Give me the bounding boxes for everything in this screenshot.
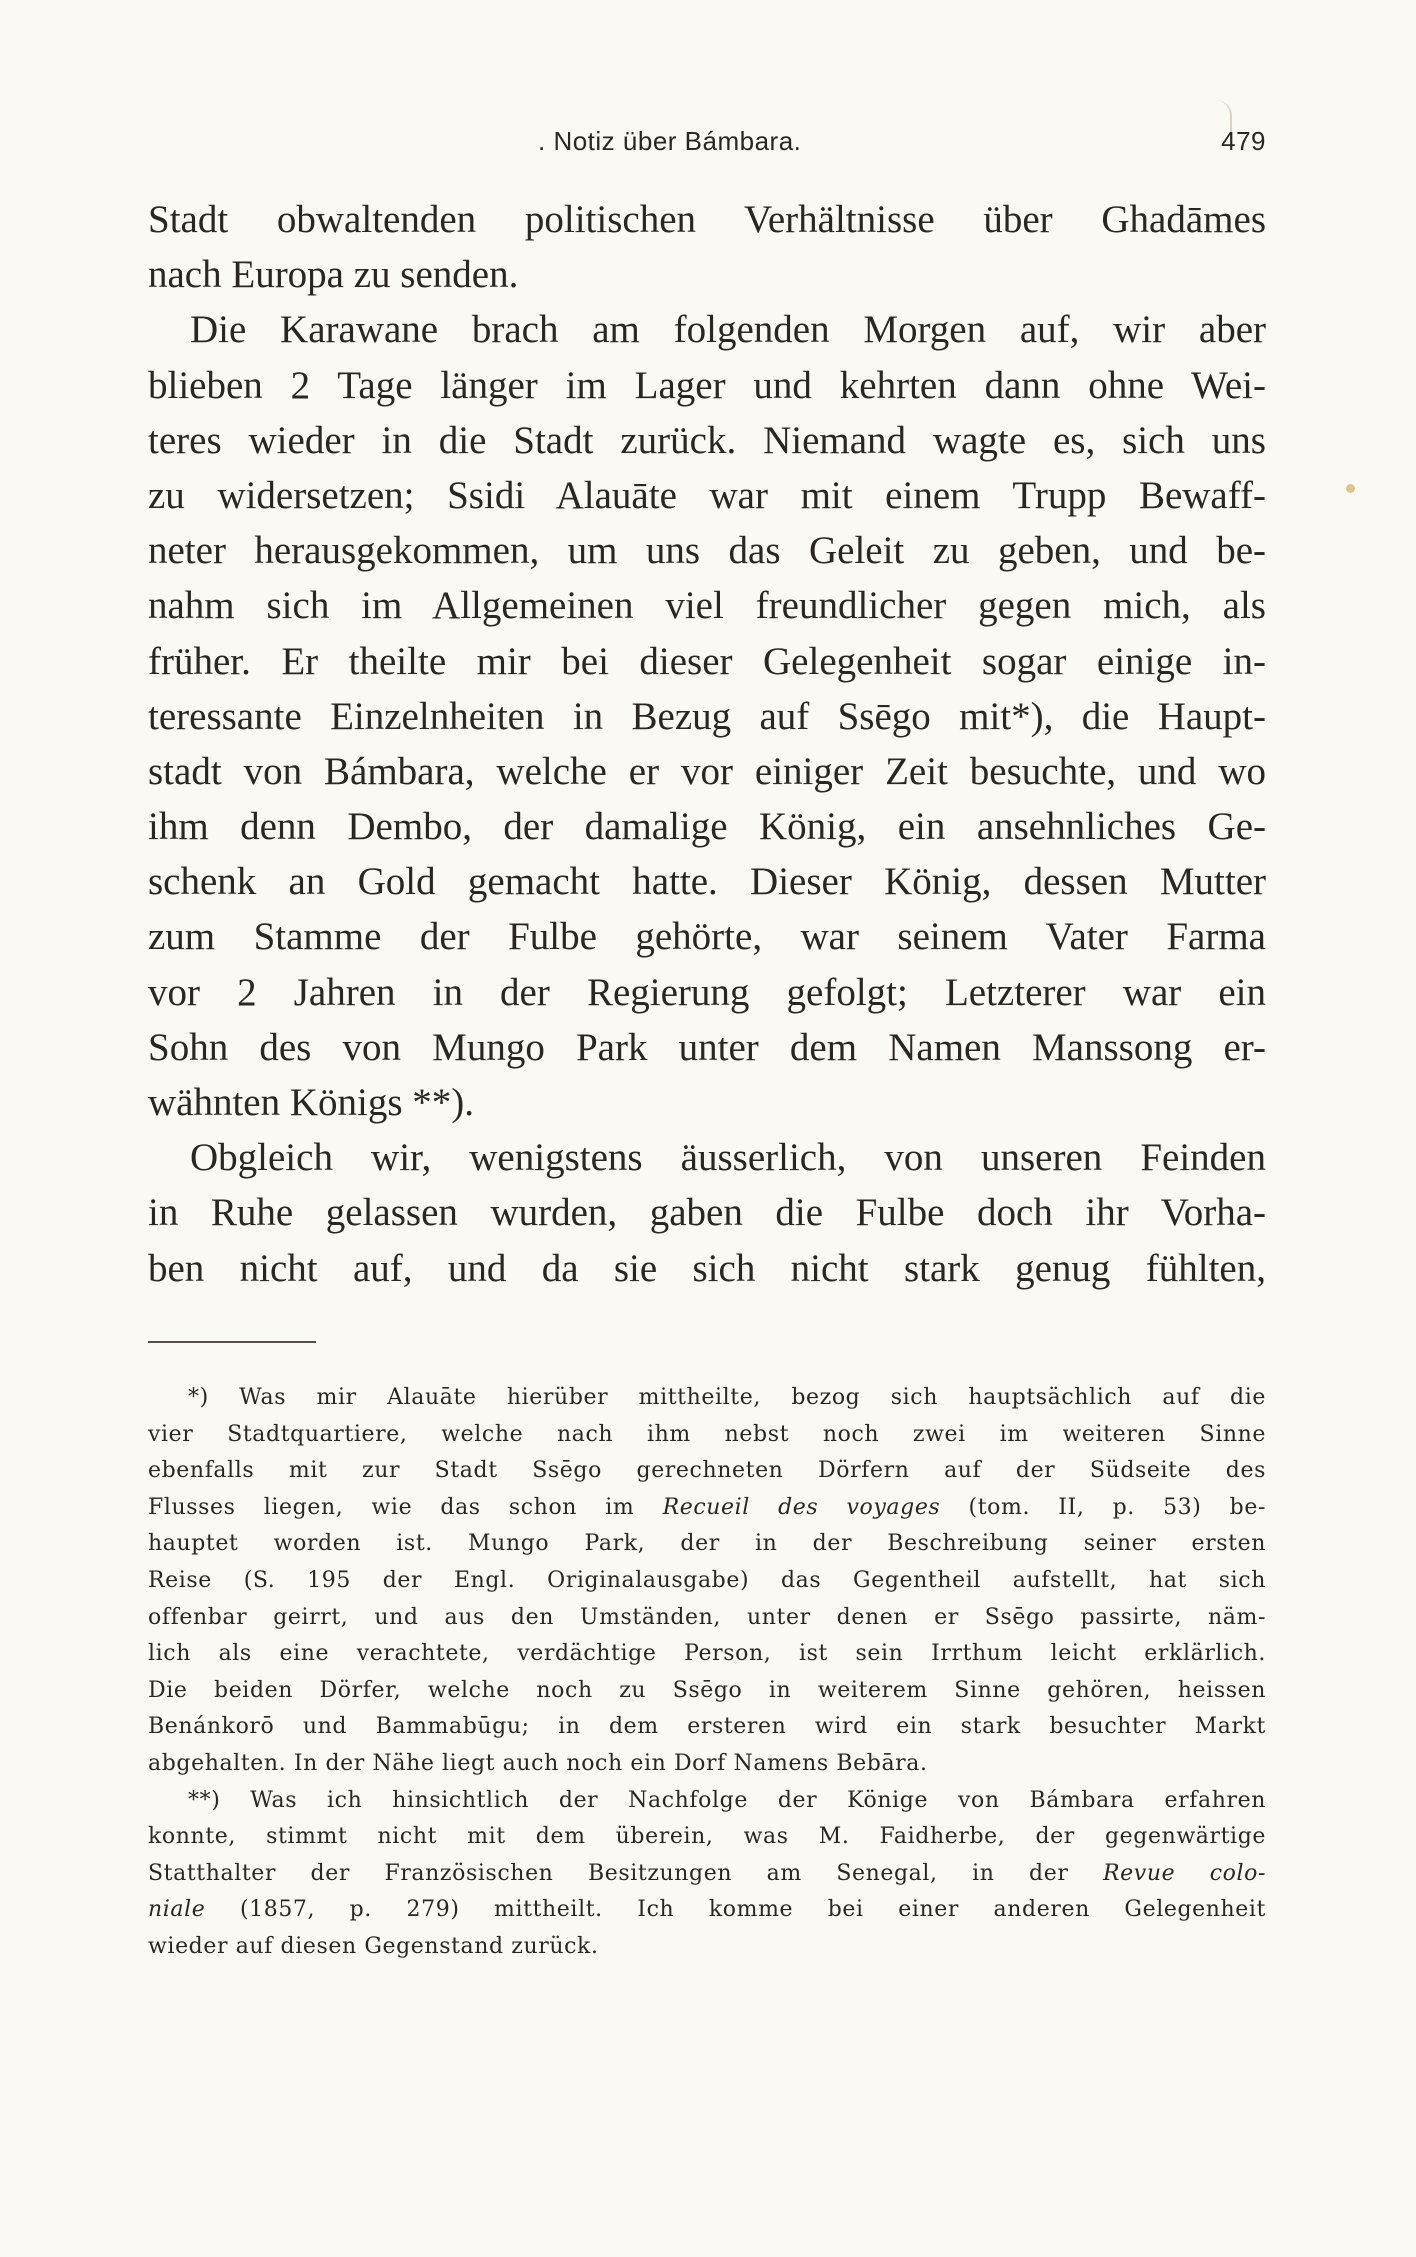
footnote-line: ebenfalls mit zur Stadt Ssēgo gerechneten Dörfern auf der Südseite des — [148, 1458, 1266, 1484]
footnote-italic-title: Recueil des voyages — [662, 1494, 941, 1520]
footnote-line: niale (1857, p. 279) mittheilt. Ich komme bei einer anderen Gelegenheit — [148, 1897, 1266, 1923]
footnote-line: abgehalten. In der Nähe liegt auch noch ein Dorf Namens Bebāra. — [148, 1750, 928, 1776]
footnote-italic-title: niale — [148, 1897, 206, 1923]
footnote-line: lich als eine verachtete, verdächtige Person, ist sein Irrthum leicht erklärlich. — [148, 1641, 1266, 1667]
text-line: Stadt obwaltenden politischen Verhältnisse über Ghadāmes — [148, 198, 1266, 241]
text-line: nach Europa zu senden. — [148, 253, 519, 297]
text-line: Obgleich wir, wenigstens äusserlich, von unseren Feinden — [190, 1136, 1266, 1180]
text-line: teressante Einzelnheiten in Bezug auf Ssēgo mit*), die Haupt- — [148, 694, 1266, 738]
ink-spot — [1346, 484, 1355, 493]
footnotes — [148, 1380, 1266, 1966]
footnote-line: wieder auf diesen Gegenstand zurück. — [148, 1933, 599, 1959]
footnote-line: offenbar geirrt, und aus den Umständen, unter denen er Ssēgo passirte, näm- — [148, 1604, 1266, 1630]
text-line: zu widersetzen; Ssidi Alauāte war mit einem Trupp Bewaff- — [148, 473, 1266, 517]
footnote-line: Statthalter der Französischen Besitzungen am Senegal, in der Revue colo- — [148, 1860, 1266, 1886]
footnote-line: **) Was ich hinsichtlich der Nachfolge der Könige von Bámbara erfahren — [188, 1787, 1266, 1813]
footnote-line: vier Stadtquartiere, welche nach ihm nebst noch zwei im weiteren Sinne — [148, 1421, 1266, 1447]
text-line: nahm sich im Allgemeinen viel freundlicher gegen mich, als — [148, 584, 1266, 628]
footnote-italic-title: Revue colo- — [1103, 1860, 1266, 1886]
footnote-rule — [148, 1341, 316, 1343]
text-line: Sohn des von Mungo Park unter dem Namen Manssong er- — [148, 1025, 1266, 1069]
text-line: früher. Er theilte mir bei dieser Gelegenheit sogar einige in- — [148, 639, 1266, 683]
text-line: blieben 2 Tage länger im Lager und kehrten dann ohne Wei- — [148, 363, 1266, 407]
text-line: teres wieder in die Stadt zurück. Niemand wagte es, sich uns — [148, 418, 1266, 462]
footnote-line: *) Was mir Alauāte hierüber mittheilte, bezog sich hauptsächlich auf die — [188, 1385, 1266, 1410]
footnote-line: Reise (S. 195 der Engl. Originalausgabe) das Gegentheil aufstellt, hat sich — [148, 1567, 1266, 1593]
text-line: ben nicht auf, und da sie sich nicht stark genug fühlten, — [148, 1246, 1266, 1290]
footnote-line: Flusses liegen, wie das schon im Recueil des voyages (tom. II, p. 53) be- — [148, 1494, 1266, 1520]
text-line: wähnten Königs **). — [148, 1081, 475, 1124]
text-line: neter herausgekommen, um uns das Geleit zu geben, und be- — [148, 529, 1266, 573]
text-line: zum Stamme der Fulbe gehörte, war seinem Vater Farma — [148, 915, 1266, 959]
text-line: ihm denn Dembo, der damalige König, ein ansehnliches Ge- — [148, 805, 1266, 849]
footnote-line: konnte, stimmt nicht mit dem überein, was M. Faidherbe, der gegenwärtige — [148, 1824, 1266, 1850]
text-line: in Ruhe gelassen wurden, gaben die Fulbe doch ihr Vorha- — [148, 1191, 1266, 1235]
text-line: vor 2 Jahren in der Regierung gefolgt; Letzterer war ein — [148, 970, 1266, 1014]
footnote-line: Benánkorō und Bammabūgu; in dem ersteren wird ein stark besuchter Markt — [148, 1714, 1266, 1740]
footnote-line: hauptet worden ist. Mungo Park, der in der Beschreibung seiner ersten — [148, 1531, 1266, 1557]
body-text — [148, 192, 1266, 1296]
text-line: Die Karawane brach am folgenden Morgen auf, wir aber — [190, 308, 1266, 352]
footnote-line: Die beiden Dörfer, welche noch zu Ssēgo in weiterem Sinne gehören, heissen — [148, 1677, 1266, 1703]
page-number: 479 — [1221, 126, 1266, 156]
text-line: schenk an Gold gemacht hatte. Dieser König, dessen Mutter — [148, 860, 1266, 904]
running-head — [148, 118, 1266, 168]
running-title: . Notiz über Bámbara. — [538, 126, 802, 156]
text-line: stadt von Bámbara, welche er vor einiger Zeit besuchte, und wo — [148, 749, 1266, 793]
